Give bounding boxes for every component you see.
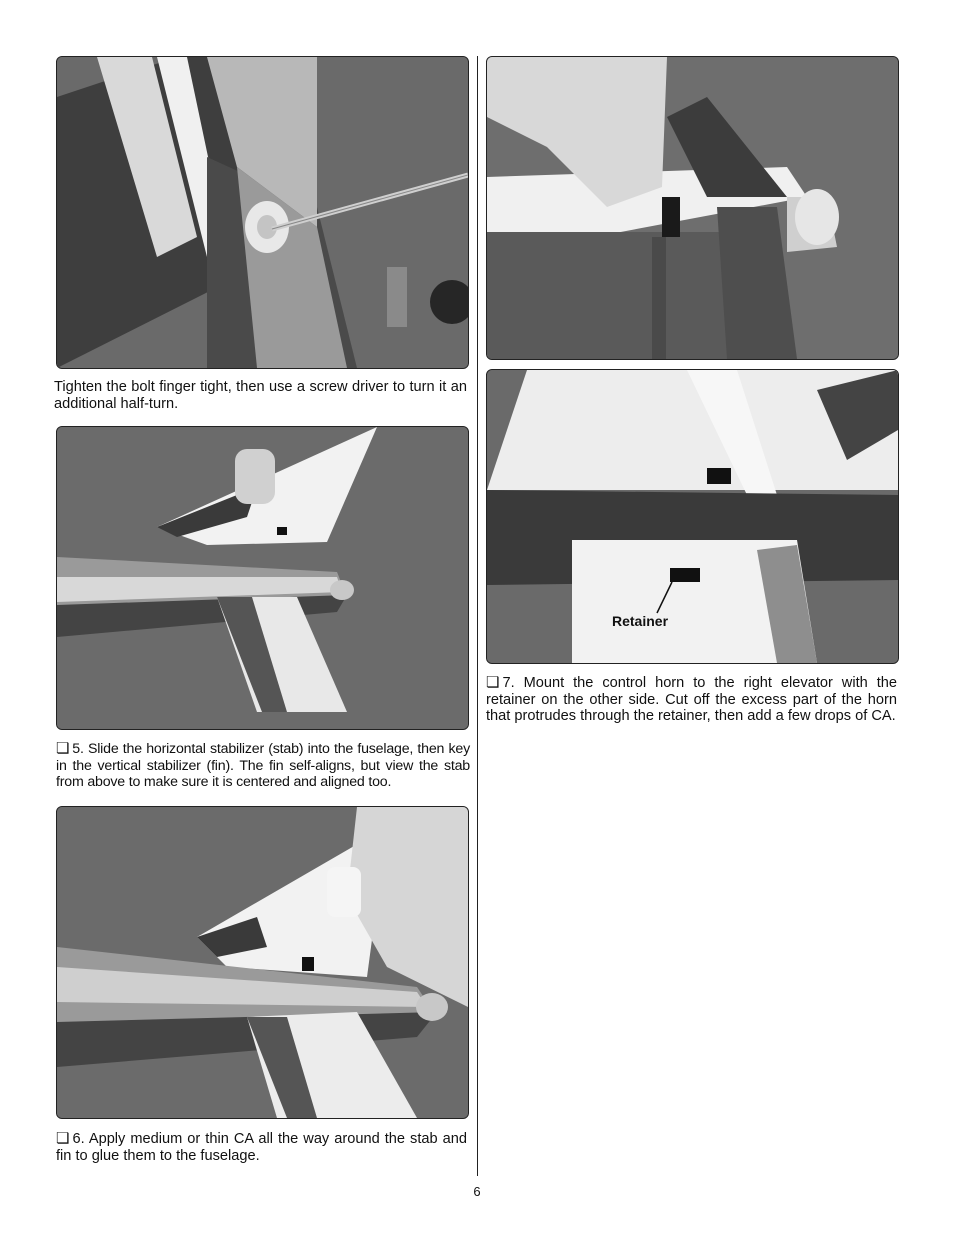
caption-step-7-text: 7. Mount the control horn to the right elevator with the retainer on the other side. Cut off the excess part of the horn that protrudes through the retainer, then add a few drops of CA. [486, 675, 897, 724]
caption-step-6 [56, 1131, 467, 1164]
checkbox-icon: ❏ [56, 740, 70, 757]
caption-step-7 [486, 675, 897, 725]
caption-step-6-text: 6. Apply medium or thin CA all the way around the stab and fin to glue them to the fuselage. [56, 1131, 467, 1164]
photo-bolt-screwdriver [56, 56, 469, 369]
photo-apply-ca [56, 806, 469, 1119]
retainer-label: Retainer [612, 613, 669, 629]
checkbox-icon: ❏ [486, 674, 500, 691]
photo-control-horn [486, 56, 899, 360]
photo-stab-insertion [56, 426, 469, 730]
caption-step-5-text: 5. Slide the horizontal stabilizer (stab) into the fuselage, then key in the vertical stabilizer (fin). The fin self-aligns, but view the stab from above to make sure it is centered and aligned too. [56, 741, 470, 790]
page-number: 6 [473, 1184, 481, 1199]
caption-bolt: Tighten the bolt finger tight, then use a screw driver to turn it an additional half-turn. [54, 379, 467, 412]
checkbox-icon: ❏ [56, 1130, 70, 1147]
photo-retainer [486, 369, 899, 664]
caption-step-5 [56, 741, 470, 791]
column-divider [477, 56, 478, 1176]
